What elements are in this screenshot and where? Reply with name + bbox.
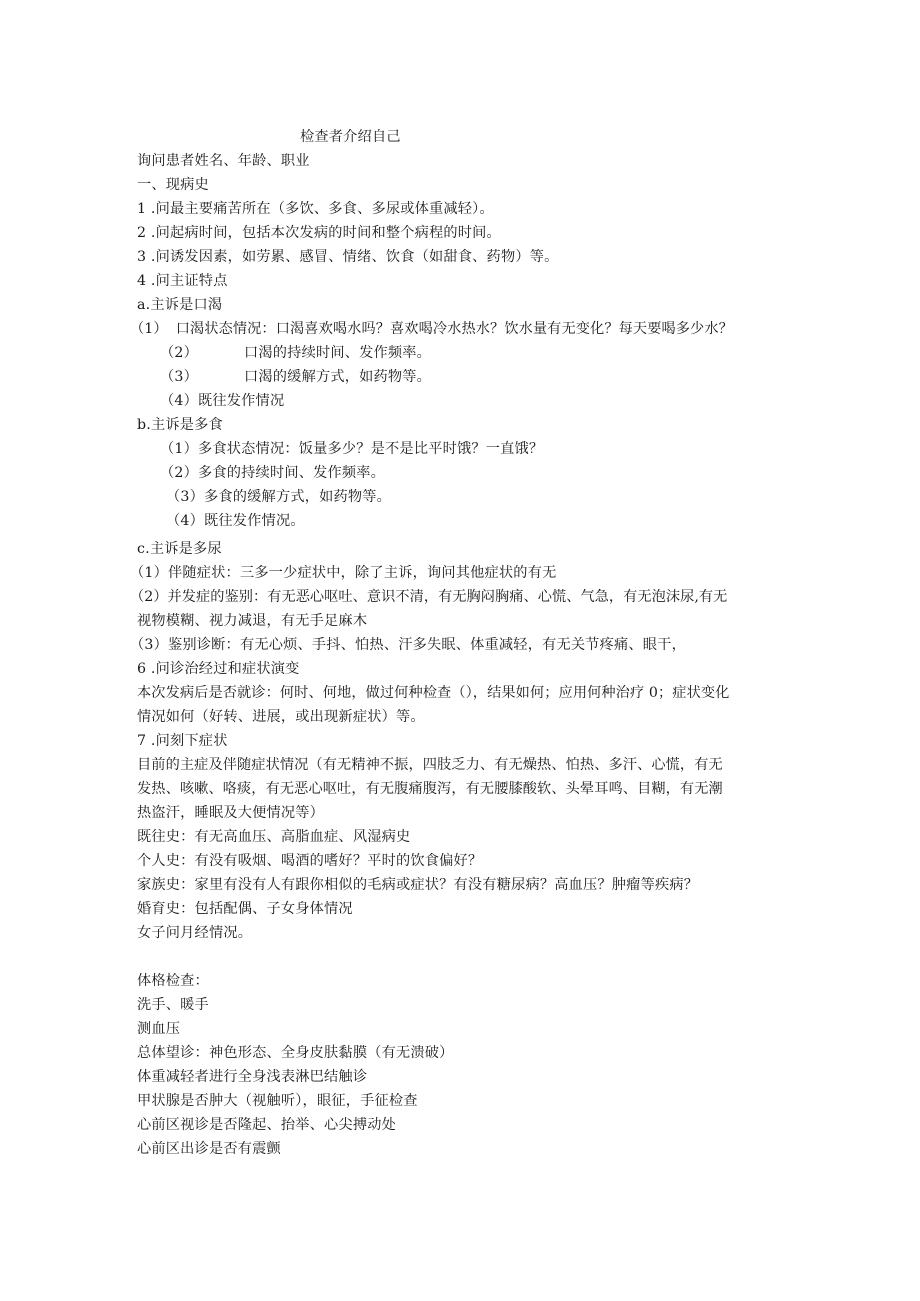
history-item-7-line-1: 目前的主症及伴随症状情况（有无精神不振，四肢乏力、有无燥热、怕热、多汗、心慌，有无 xyxy=(137,757,723,773)
marital-history: 婚育史：包括配偶、子女身体情况 xyxy=(137,901,353,917)
history-item-6: 6 .问诊治经过和症状演变 xyxy=(137,661,300,677)
section-b-point-3: （3）多食的缓解方式，如药物等。 xyxy=(166,489,392,505)
exam-line-6: 心前区视诊是否隆起、抬举、心尖搏动处 xyxy=(137,1117,396,1133)
section-b-point-2: （2）多食的持续时间、发作频率。 xyxy=(160,465,386,481)
history-item-2: 2 .问起病时间，包括本次发病的时间和整个病程的时间。 xyxy=(137,225,501,241)
exam-line-7: 心前区出诊是否有震颤 xyxy=(137,1141,281,1157)
section-c-point-1: （1）伴随症状：三多一少症状中，除了主诉，询问其他症状的有无 xyxy=(130,565,557,581)
section-b-point-1: （1）多食状态情况：饭量多少？是不是比平时饿？一直饿？ xyxy=(160,441,544,457)
section-c-point-2-line-2: 视物模糊、视力减退，有无手足麻木 xyxy=(137,613,368,629)
history-heading: 一、现病史 xyxy=(137,177,209,193)
family-history: 家族史：家里有没有人有跟你相似的毛病或症状？有没有糖尿病？高血压？肿瘤等疾病？ xyxy=(137,877,699,893)
exam-heading: 体格检查： xyxy=(137,973,209,989)
history-item-3: 3 .问诱发因素，如劳累、感冒、情绪、饮食（如甜食、药物）等。 xyxy=(137,249,559,265)
past-history: 既往史：有无高血压、高脂血症、风湿病史 xyxy=(137,829,411,845)
section-c-point-2-line-1: （2）并发症的鉴别：有无恶心呕吐、意识不清，有无胸闷胸痛、心慌、气急，有无泡沫尿,有无 xyxy=(130,589,728,605)
section-a-point-4: （4）既往发作情况 xyxy=(160,393,285,409)
section-a-point-3-text: 口渴的缓解方式，如药物等。 xyxy=(244,369,432,385)
section-a-point-1-num: （1） xyxy=(130,321,168,337)
section-a-point-2-num: （2） xyxy=(160,345,199,361)
section-c-point-3: （3）鉴别诊断：有无心烦、手抖、怕热、汗多失眠、体重减轻，有无关节疼痛、眼干， xyxy=(130,637,686,653)
exam-line-3: 总体望诊：神色形态、全身皮肤黏膜（有无溃破） xyxy=(137,1045,454,1061)
history-item-1: 1 .问最主要痛苦所在（多饮、多食、多尿或体重减轻）。 xyxy=(137,201,494,217)
history-item-7: 7 .问刻下症状 xyxy=(137,733,228,749)
history-item-6-line-1: 本次发病后是否就诊：何时、何地，做过何种检查（），结果如何；应用何种治疗 0；症状变化 xyxy=(137,685,730,701)
personal-history: 个人史：有没有吸烟、喝酒的嗜好？平时的饮食偏好？ xyxy=(137,853,483,869)
history-item-7-line-2: 发热、咳嗽、咯痰，有无恶心呕吐，有无腹痛腹泻，有无腰膝酸软、头晕耳鸣、目糊，有无潮 xyxy=(137,781,723,797)
exam-line-5: 甲状腺是否肿大（视触听），眼征，手征检查 xyxy=(137,1093,418,1109)
history-item-4: 4 .问主证特点 xyxy=(137,273,228,289)
menstrual-history: 女子问月经情况。 xyxy=(137,925,253,941)
history-item-7-line-3: 热盗汗，睡眠及大便情况等） xyxy=(137,805,325,821)
intro-line: 询问患者姓名、年龄、职业 xyxy=(137,153,310,169)
section-a-point-1 xyxy=(130,319,733,339)
section-b-heading: b.主诉是多食 xyxy=(137,417,223,433)
section-a-point-1-text: 口渴状态情况：口渴喜欢喝水吗？喜欢喝冷水热水？饮水量有无变化？每天要喝多少水？ xyxy=(175,321,733,337)
section-b-point-4: （4）既往发作情况。 xyxy=(166,513,305,529)
exam-line-1: 洗手、暖手 xyxy=(137,997,209,1013)
exam-line-2: 测血压 xyxy=(137,1021,181,1037)
section-a-point-2-text: 口渴的持续时间、发作频率。 xyxy=(244,345,432,361)
section-a-point-3 xyxy=(160,367,431,387)
exam-line-4: 体重减轻者进行全身浅表淋巴结触诊 xyxy=(137,1069,368,1085)
section-a-point-2 xyxy=(160,343,431,363)
section-a-heading: a.主诉是口渴 xyxy=(137,297,223,313)
section-a-point-3-num: （3） xyxy=(160,369,199,385)
history-item-6-line-2: 情况如何（好转、进展，或出现新症状）等。 xyxy=(137,709,425,725)
section-c-heading: c.主诉是多尿 xyxy=(137,541,222,557)
doc-title: 检查者介绍自己 xyxy=(300,129,401,145)
